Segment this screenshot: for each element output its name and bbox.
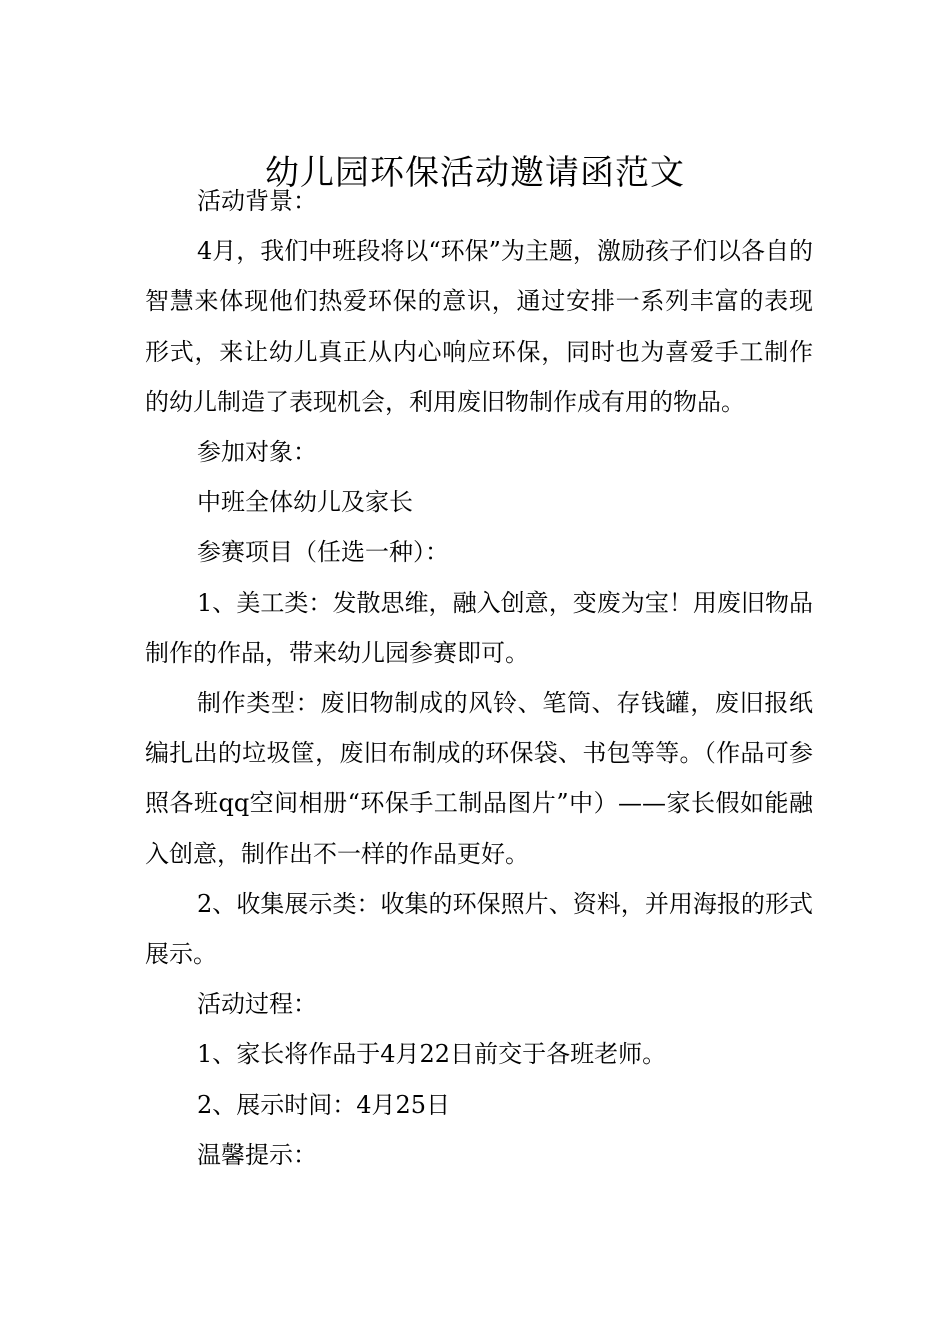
paragraph-item-collection: 2、收集展示类：收集的环保照片、资料，并用海报的形式展示。 [145, 889, 813, 969]
section-heading-items: 参赛项目（任选一种）： [197, 538, 449, 567]
section-heading-background: 活动背景： [197, 187, 317, 215]
paragraph-item-art: 1、美工类：发散思维，融入创意，变废为宝！用废旧物品制作的作品，带来幼儿园参赛即可。 [145, 588, 813, 667]
section-heading-process: 活动过程： [197, 990, 317, 1019]
section-heading-tips: 温馨提示： [197, 1140, 317, 1169]
paragraph-participants-text: 中班全体幼儿及家长 [197, 488, 413, 517]
section-heading-participants: 参加对象： [197, 438, 317, 467]
paragraph-process-step-2: 2、展示时间：4月25日 [197, 1090, 451, 1119]
paragraph-background-text: 4月，我们中班段将以“环保”为主题，激励孩子们以各自的智慧来体现他们热爱环保的意识，通过安排一系列丰富的表现形式，来让幼儿真正从内心响应环保，同时也为喜爱手工制作的幼儿制造了表现机会，利用废旧物制作成有用的物品。 [145, 237, 813, 416]
document-title: 幼儿园环保活动邀请函范文 [265, 152, 685, 193]
paragraph-production-types: 制作类型：废旧物制成的风铃、笔筒、存钱罐，废旧报纸编扎出的垃圾筐，废旧布制成的环保袋、书包等等。（作品可参照各班qq空间相册“环保手工制品图片”中）——家长假如能融入创意，制作出不一样的作品更好。 [145, 689, 813, 868]
document-body [145, 176, 813, 1180]
paragraph-process-step-1: 1、家长将作品于4月22日前交于各班老师。 [197, 1040, 667, 1069]
